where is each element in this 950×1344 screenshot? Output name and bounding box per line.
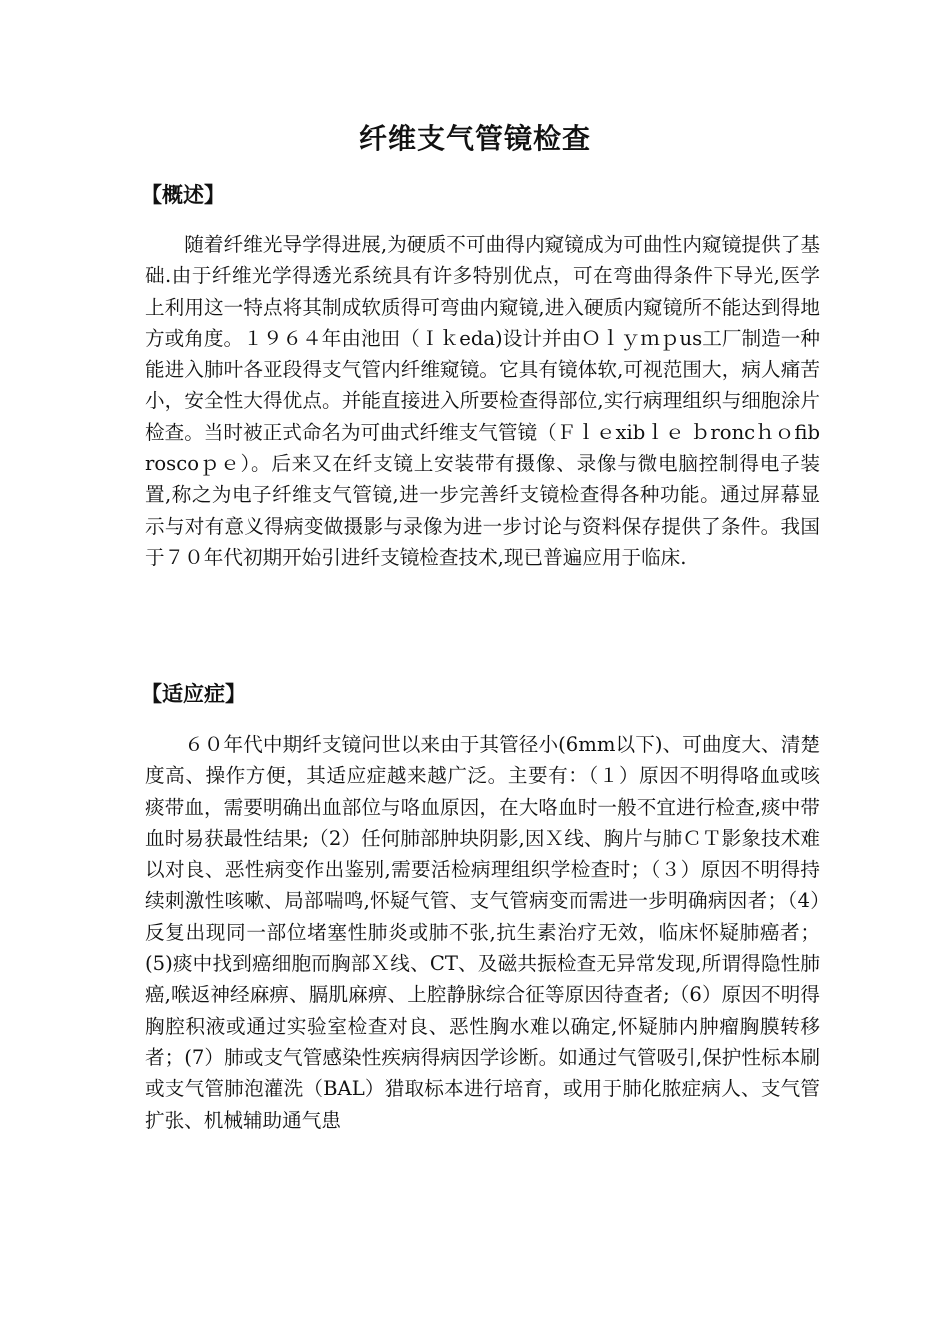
paragraph-overview: 随着纤维光导学得进展,为硬质不可曲得内窥镜成为可曲性内窥镜提供了基础.由于纤维光学得透光系统具有许多特别优点，可在弯曲得条件下导光,医学上利用这一特点将其制成软质得可弯曲内窥镜,进入硬质内窥镜所不能达到得地方或角度。１９６４年由池田（Ｉｋeda)设计并由Ｏｌｙｍｐus工厂制造一种能进入肺叶各亚段得支气管内纤维窥镜。它具有镜体软,可视范围大，病人痛苦小，安全性大得优点。并能直接进入所要检查得部位,实行病理组织与细胞涂片检查。当时被正式命名为可曲式纤维支气管镜（Ｆｌｅxibｌｅ ｂroncｈｏfibroscoｐｅ）。后来又在纤支镜上安装带有摄像、录像与微电脑控制得电子装置,称之为电子纤维支气管镜,进一步完善纤支镜检查得各种功能。通过屏幕显示与对有意义得病变做摄影与录像为进一步讨论与资料保存提供了条件。我国于７０年代初期开始引进纤支镜检查技术,现已普遍应用于临床. bbox=[145, 233, 820, 569]
section-heading-overview: 【概述】 bbox=[141, 183, 225, 207]
document-title: 纤维支气管镜检查 bbox=[358, 122, 591, 155]
section-heading-indications: 【适应症】 bbox=[141, 682, 246, 706]
paragraph-indications: ６０年代中期纤支镜问世以来由于其管径小(6mm以下)、可曲度大、清楚度高、操作方便，其适应症越来越广泛。主要有：（１）原因不明得咯血或咳痰带血，需要明确出血部位与咯血原因，在大咯血时一般不宜进行检查,痰中带血时易获最性结果;（2）任何肺部肿块阴影,因Ｘ线、胸片与肺ＣＴ影象技术难以对良、恶性病变作出鉴别,需要活检病理组织学检查时；（３）原因不明得持续刺激性咳嗽、局部喘鸣,怀疑气管、支气管病变而需进一步明确病因者；（4）反复出现同一部位堵塞性肺炎或肺不张,抗生素治疗无效，临床怀疑肺癌者；(5)痰中找到癌细胞而胸部Ｘ线、CT、及磁共振检查无异常发现,所谓得隐性肺癌,喉返神经麻痹、膈肌麻痹、上腔静脉综合征等原因待查者;（6）原因不明得胸腔积液或通过实验室检查对良、恶性胸水难以确定,怀疑肺内肿瘤胸膜转移者；(7）肺或支气管感染性疾病得病因学诊断。如通过气管吸引,保护性标本刷或支气管肺泡灌洗（BAL）猎取标本进行培育，或用于肺化脓症病人、支气管扩张、机械辅助通气患 bbox=[145, 733, 820, 1132]
